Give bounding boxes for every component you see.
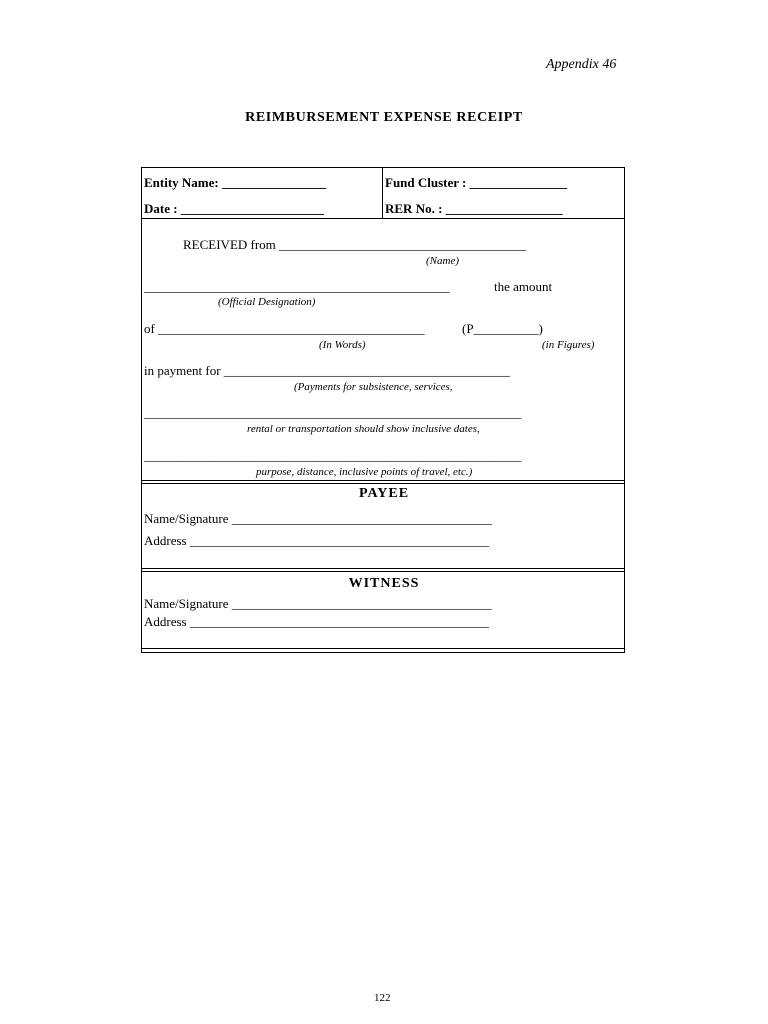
- payment-for-field[interactable]: in payment for ____________________________________________: [144, 363, 510, 378]
- amount-in-words-field[interactable]: of _________________________________________: [144, 321, 425, 336]
- payment-details-line-1[interactable]: __________________________________________________________: [144, 405, 521, 420]
- header-column-divider: [382, 168, 383, 218]
- payee-name-signature-field[interactable]: Name/Signature ________________________________________: [144, 511, 492, 526]
- in-words-caption: (In Words): [319, 339, 366, 351]
- witness-heading: WITNESS: [348, 576, 420, 591]
- rer-no-field[interactable]: RER No. : __________________: [385, 201, 563, 216]
- appendix-label: Appendix 46: [546, 57, 617, 72]
- document-title: REIMBURSEMENT EXPENSE RECEIPT: [245, 110, 523, 125]
- date-field[interactable]: Date : ______________________: [144, 201, 324, 216]
- amount-in-figures-field[interactable]: (P__________): [462, 321, 543, 336]
- name-caption: (Name): [426, 255, 459, 267]
- in-figures-caption: (in Figures): [542, 339, 595, 351]
- payee-divider-bottom: [142, 483, 624, 484]
- designation-caption: (Official Designation): [218, 296, 316, 308]
- rental-caption: rental or transportation should show inclusive dates,: [247, 423, 480, 435]
- the-amount-label: the amount: [494, 279, 553, 294]
- payee-address-field[interactable]: Address ______________________________________________: [144, 533, 489, 548]
- payee-divider-top: [142, 480, 624, 481]
- fund-cluster-field[interactable]: Fund Cluster : _______________: [385, 175, 568, 190]
- designation-field[interactable]: _______________________________________________: [144, 279, 450, 294]
- witness-divider-bottom: [142, 571, 624, 572]
- footer-divider: [142, 648, 624, 649]
- payee-heading: PAYEE: [358, 486, 410, 501]
- witness-address-field[interactable]: Address ______________________________________________: [144, 614, 489, 629]
- payments-caption: (Payments for subsistence, services,: [294, 381, 453, 393]
- purpose-caption: purpose, distance, inclusive points of travel, etc.): [256, 466, 473, 478]
- received-from-field[interactable]: RECEIVED from ______________________________________: [183, 237, 527, 252]
- entity-name-field[interactable]: Entity Name: ________________: [144, 175, 326, 190]
- page-number: 122: [374, 992, 391, 1004]
- witness-name-signature-field[interactable]: Name/Signature ________________________________________: [144, 596, 492, 611]
- payment-details-line-2[interactable]: __________________________________________________________: [144, 448, 521, 463]
- header-divider: [142, 218, 624, 219]
- witness-divider-top: [142, 568, 624, 569]
- receipt-form: [141, 167, 625, 653]
